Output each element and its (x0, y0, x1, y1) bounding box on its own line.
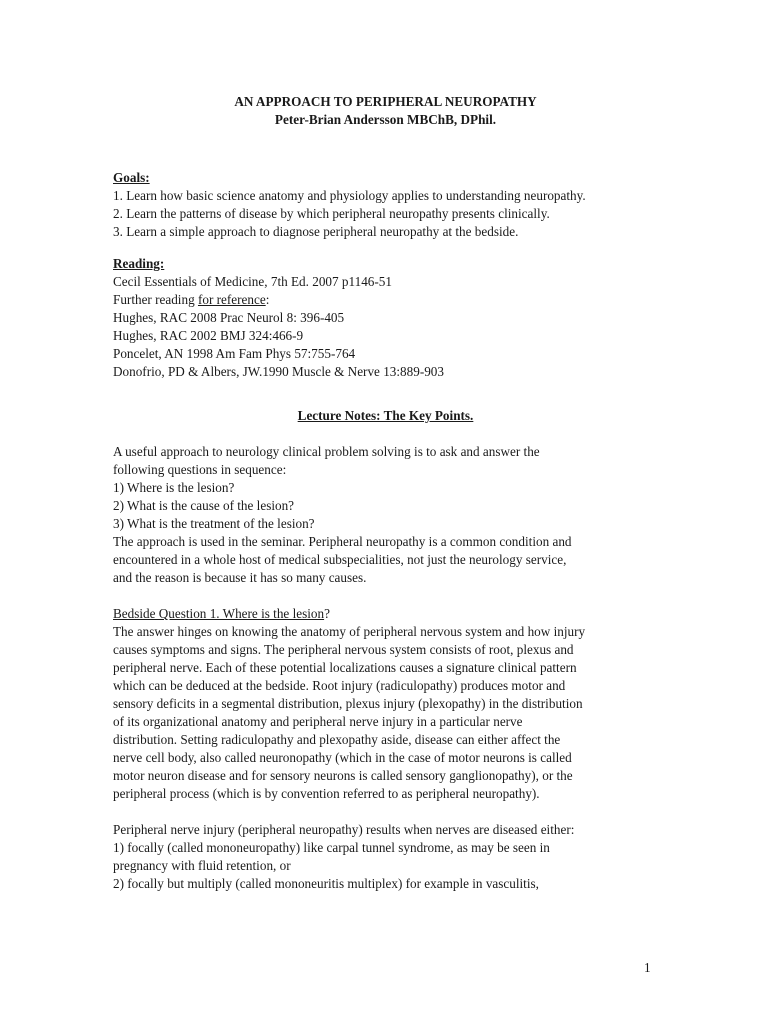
lecture-notes-heading: Lecture Notes: The Key Points. (297, 408, 474, 423)
reading-heading: Reading: (113, 256, 165, 271)
paragraph-line: 3) What is the treatment of the lesion? (113, 516, 315, 531)
goal-item: 1. Learn how basic science anatomy and physiology applies to understanding neuropathy. (113, 188, 586, 203)
bedside-question-heading (113, 605, 658, 623)
paragraph-line: 2) focally but multiply (called mononeuritis multiplex) for example in vasculitis, (113, 876, 539, 891)
paragraph-line: 1) Where is the lesion? (113, 480, 235, 495)
reading-list (113, 273, 658, 381)
document-title: AN APPROACH TO PERIPHERAL NEUROPATHY (234, 94, 537, 109)
goal-item: 2. Learn the patterns of disease by which peripheral neuropathy presents clinically. (113, 206, 550, 221)
reading-primary: Cecil Essentials of Medicine, 7th Ed. 2007 p1146-51 (113, 274, 392, 289)
bedside-question-title: Bedside Question 1. Where is the lesion (113, 606, 325, 621)
paragraph-line: causes symptoms and signs. The peripheral nervous system consists of root, plexus and (113, 642, 574, 657)
reference-item: Hughes, RAC 2008 Prac Neurol 8: 396-405 (113, 310, 345, 325)
paragraph-line: A useful approach to neurology clinical problem solving is to ask and answer the (113, 444, 540, 459)
bedside-paragraph (113, 623, 658, 803)
goal-item: 3. Learn a simple approach to diagnose peripheral neuropathy at the bedside. (113, 224, 519, 239)
paragraph-line: peripheral process (which is by convention referred to as peripheral neuropathy). (113, 786, 540, 801)
paragraph-line: nerve cell body, also called neuronopathy (which in the case of motor neurons is called (113, 750, 572, 765)
further-reading-link: for reference (197, 292, 266, 307)
document-body (113, 93, 658, 893)
page-number: 1 (644, 960, 651, 975)
goals-list (113, 187, 658, 241)
reference-item: Poncelet, AN 1998 Am Fam Phys 57:755-764 (113, 346, 356, 361)
paragraph-line: encountered in a whole host of medical subspecialities, not just the neurology service, (113, 552, 567, 567)
paragraph-line: Peripheral nerve injury (peripheral neuropathy) results when nerves are diseased either: (113, 822, 575, 837)
reference-item: Hughes, RAC 2002 BMJ 324:466-9 (113, 328, 304, 343)
document-author: Peter-Brian Andersson MBChB, DPhil. (274, 112, 497, 127)
further-reading-suffix: : (265, 292, 270, 307)
injury-paragraph (113, 821, 658, 893)
paragraph-line: pregnancy with fluid retention, or (113, 858, 291, 873)
paragraph-line: The approach is used in the seminar. Peripheral neuropathy is a common condition and (113, 534, 572, 549)
paragraph-line: distribution. Setting radiculopathy and plexopathy aside, disease can either affect the (113, 732, 561, 747)
paragraph-line: The answer hinges on knowing the anatomy of peripheral nervous system and how injury (113, 624, 586, 639)
paragraph-line: sensory deficits in a segmental distribution, plexus injury (plexopathy) in the distribution (113, 696, 583, 711)
paragraph-line: following questions in sequence: (113, 462, 287, 477)
bedside-question-mark: ? (324, 606, 330, 621)
paragraph-line: which can be deduced at the bedside. Root injury (radiculopathy) produces motor and (113, 678, 566, 693)
paragraph-line: 1) focally (called mononeuropathy) like carpal tunnel syndrome, as may be seen in (113, 840, 550, 855)
paragraph-line: and the reason is because it has so many causes. (113, 570, 367, 585)
paragraph-line: of its organizational anatomy and peripheral nerve injury in a particular nerve (113, 714, 523, 729)
lecture-intro (113, 443, 658, 587)
goals-heading: Goals: (113, 170, 150, 185)
paragraph-line: peripheral nerve. Each of these potential localizations causes a signature clinical pattern (113, 660, 577, 675)
reference-item: Donofrio, PD & Albers, JW.1990 Muscle & Nerve 13:889-903 (113, 364, 444, 379)
further-reading-line (113, 291, 658, 309)
paragraph-line: 2) What is the cause of the lesion? (113, 498, 295, 513)
paragraph-line: motor neuron disease and for sensory neurons is called sensory ganglionopathy), or the (113, 768, 573, 783)
further-reading-prefix: Further reading (113, 292, 198, 307)
